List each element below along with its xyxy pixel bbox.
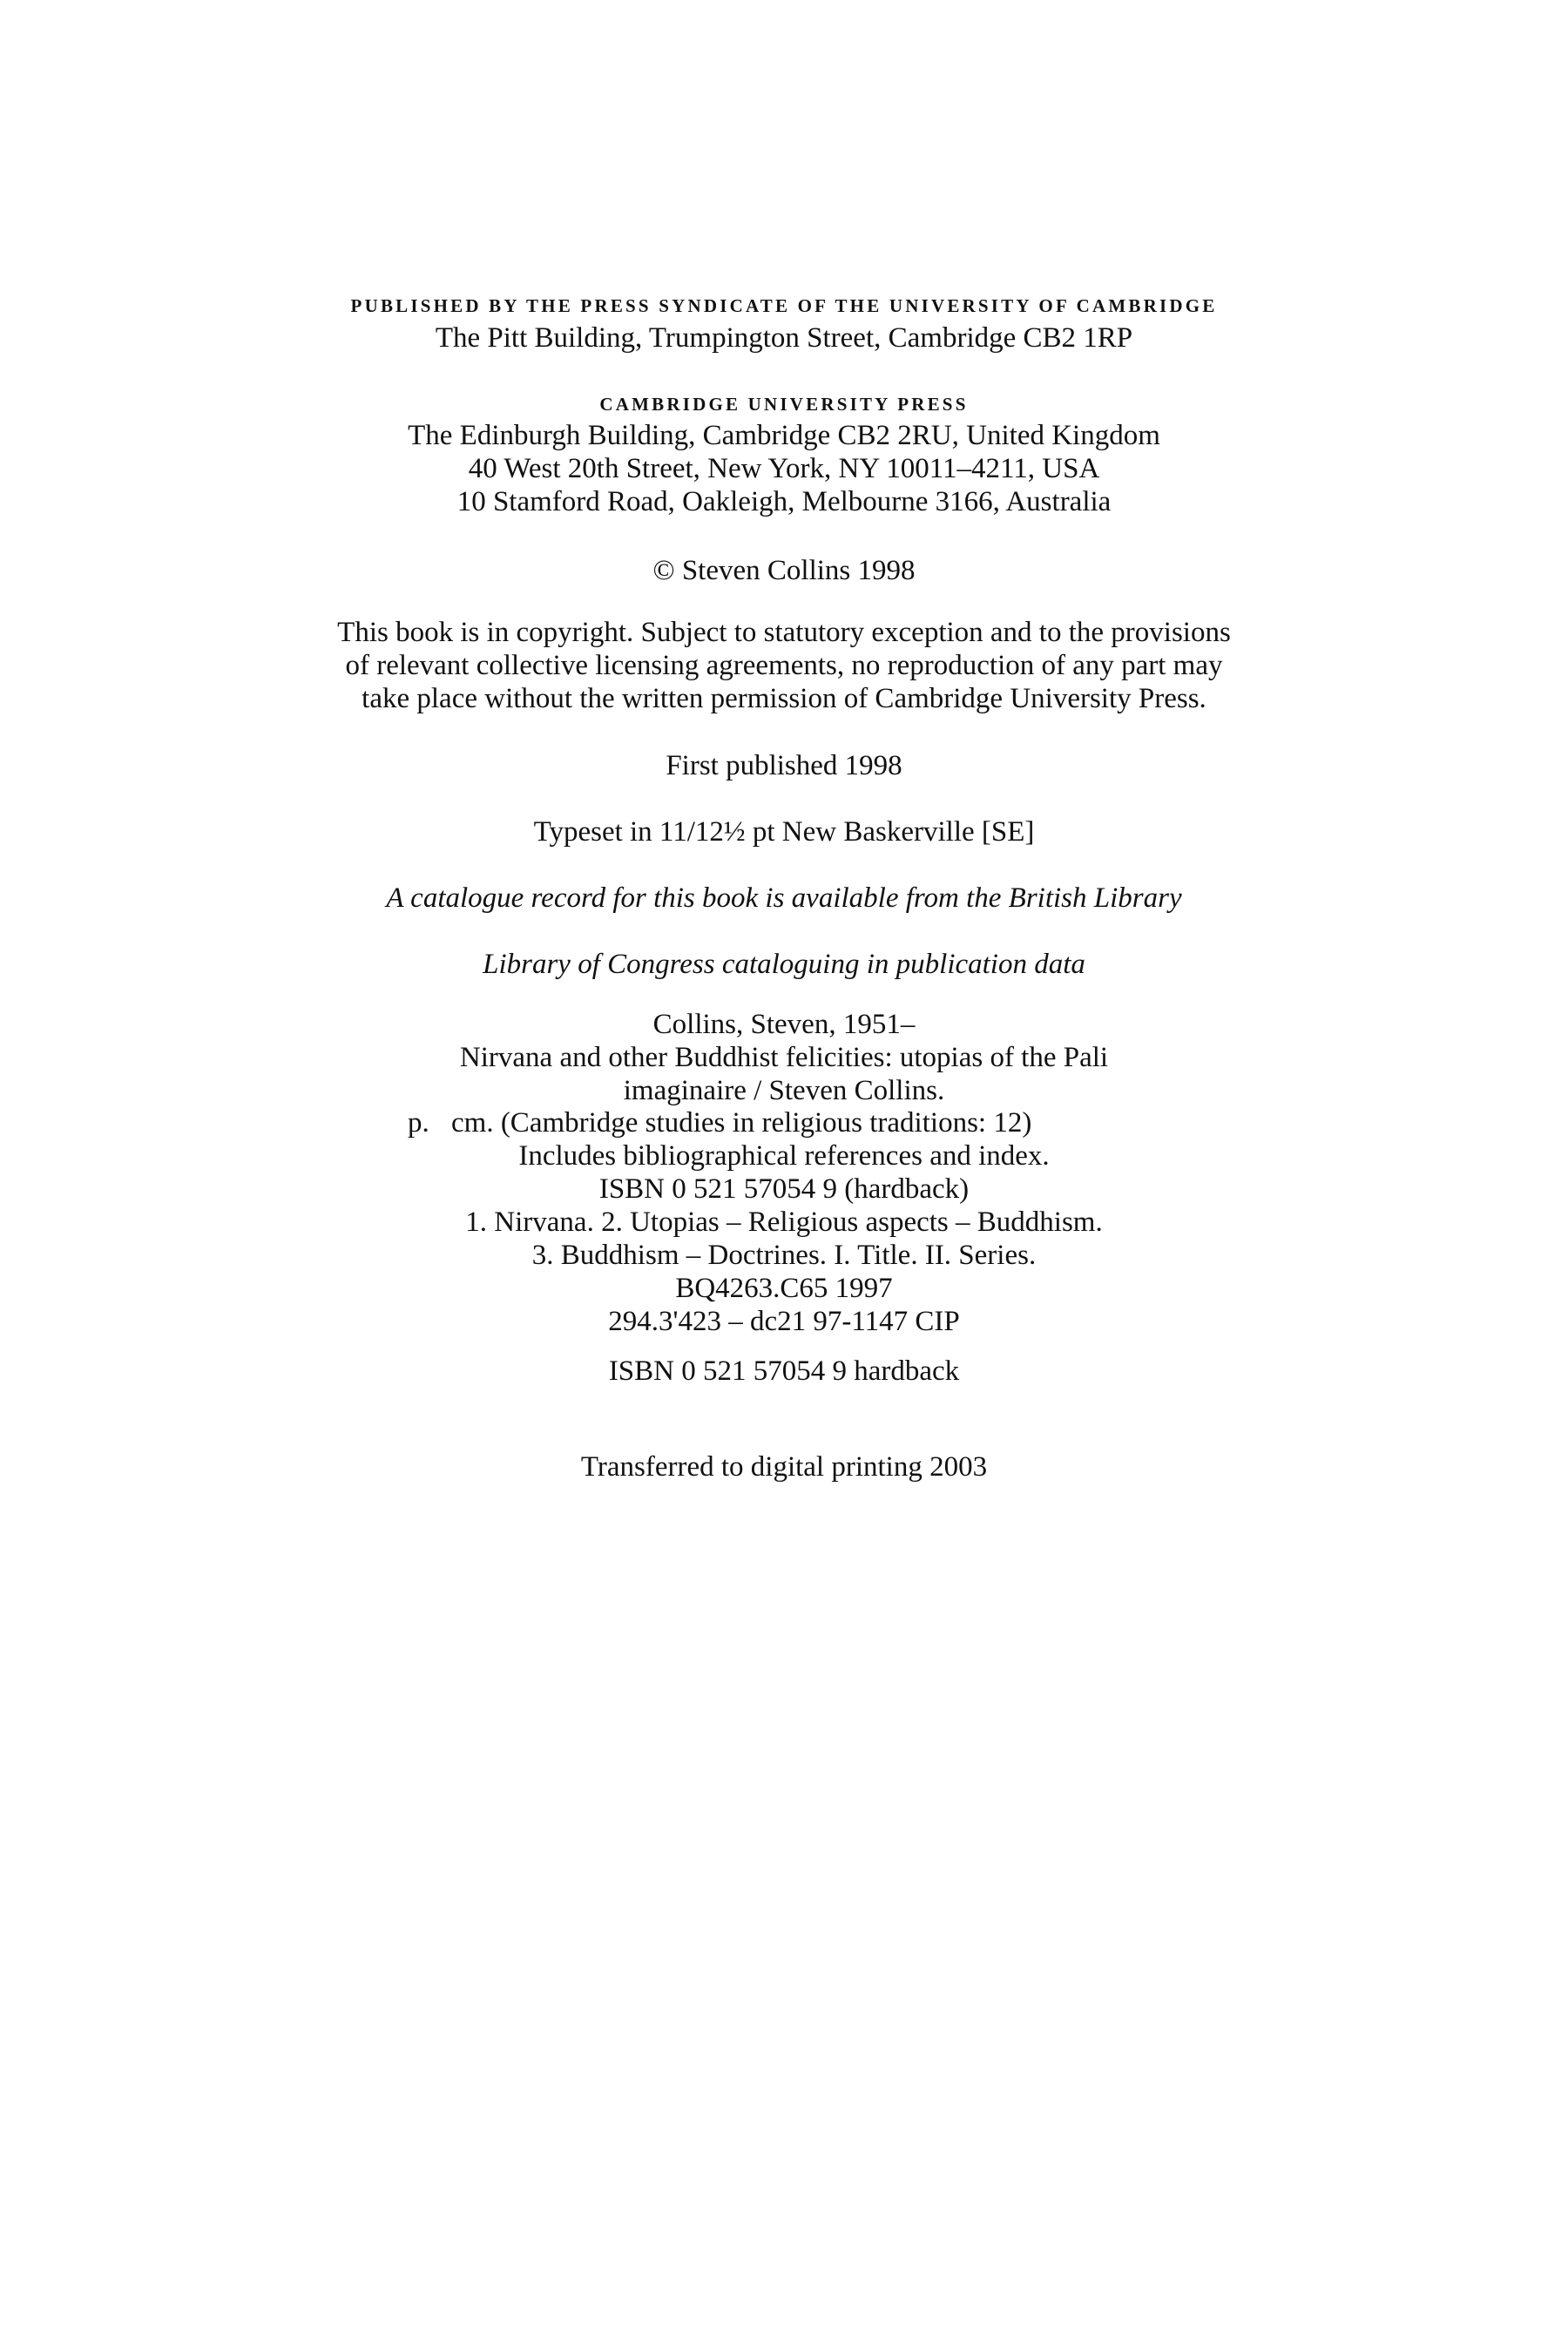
cip-series-row	[0, 1106, 1568, 1139]
rights-line-1: This book is in copyright. Subject to statutory exception and to the provisions	[337, 617, 1231, 648]
cip-dewey: 294.3'423 – dc21 97-1147 CIP	[608, 1306, 960, 1337]
typeset-info: Typeset in 11/12½ pt New Baskerville [SE]	[533, 816, 1035, 848]
syndicate-address: The Pitt Building, Trumpington Street, Cambridge CB2 1RP	[435, 322, 1133, 354]
cip-title-line-1: Nirvana and other Buddhist felicities: utopias of the Pali	[459, 1042, 1109, 1073]
rights-line-2: of relevant collective licensing agreements, no reproduction of any part may	[345, 650, 1223, 681]
cip-includes: Includes bibliographical references and index.	[518, 1140, 1050, 1172]
copyright-notice: © Steven Collins 1998	[652, 555, 916, 586]
cip-series: cm. (Cambridge studies in religious traditions: 12)	[451, 1107, 1032, 1139]
cip-subjects-2: 3. Buddhism – Doctrines. I. Title. II. Series.	[531, 1240, 1037, 1271]
press-address-australia: 10 Stamford Road, Oakleigh, Melbourne 3166, Australia	[456, 486, 1112, 517]
cip-subjects-1: 1. Nirvana. 2. Utopias – Religious aspects – Buddhism.	[465, 1206, 1103, 1238]
cip-call-number: BQ4263.C65 1997	[675, 1273, 893, 1304]
isbn-footer: ISBN 0 521 57054 9 hardback	[608, 1355, 960, 1387]
loc-heading: Library of Congress cataloguing in publication data	[483, 949, 1085, 980]
cip-isbn: ISBN 0 521 57054 9 (hardback)	[598, 1173, 970, 1205]
publisher-syndicate: PUBLISHED BY THE PRESS SYNDICATE OF THE UNIVERSITY OF CAMBRIDGE	[350, 295, 1218, 316]
first-published: First published 1998	[666, 750, 902, 781]
press-address-uk: The Edinburgh Building, Cambridge CB2 2RU, United Kingdom	[408, 420, 1160, 451]
catalogue-record: A catalogue record for this book is available from the British Library	[386, 882, 1182, 914]
press-name: CAMBRIDGE UNIVERSITY PRESS	[599, 394, 969, 415]
cip-author: Collins, Steven, 1951–	[652, 1009, 916, 1040]
press-address-usa: 40 West 20th Street, New York, NY 10011–4211, USA	[468, 453, 1100, 484]
cip-title-line-2: imaginaire / Steven Collins.	[623, 1075, 945, 1106]
cip-p-label: p.	[408, 1107, 429, 1139]
rights-line-3: take place without the written permission of Cambridge University Press.	[362, 683, 1206, 714]
digital-printing: Transferred to digital printing 2003	[580, 1451, 988, 1483]
